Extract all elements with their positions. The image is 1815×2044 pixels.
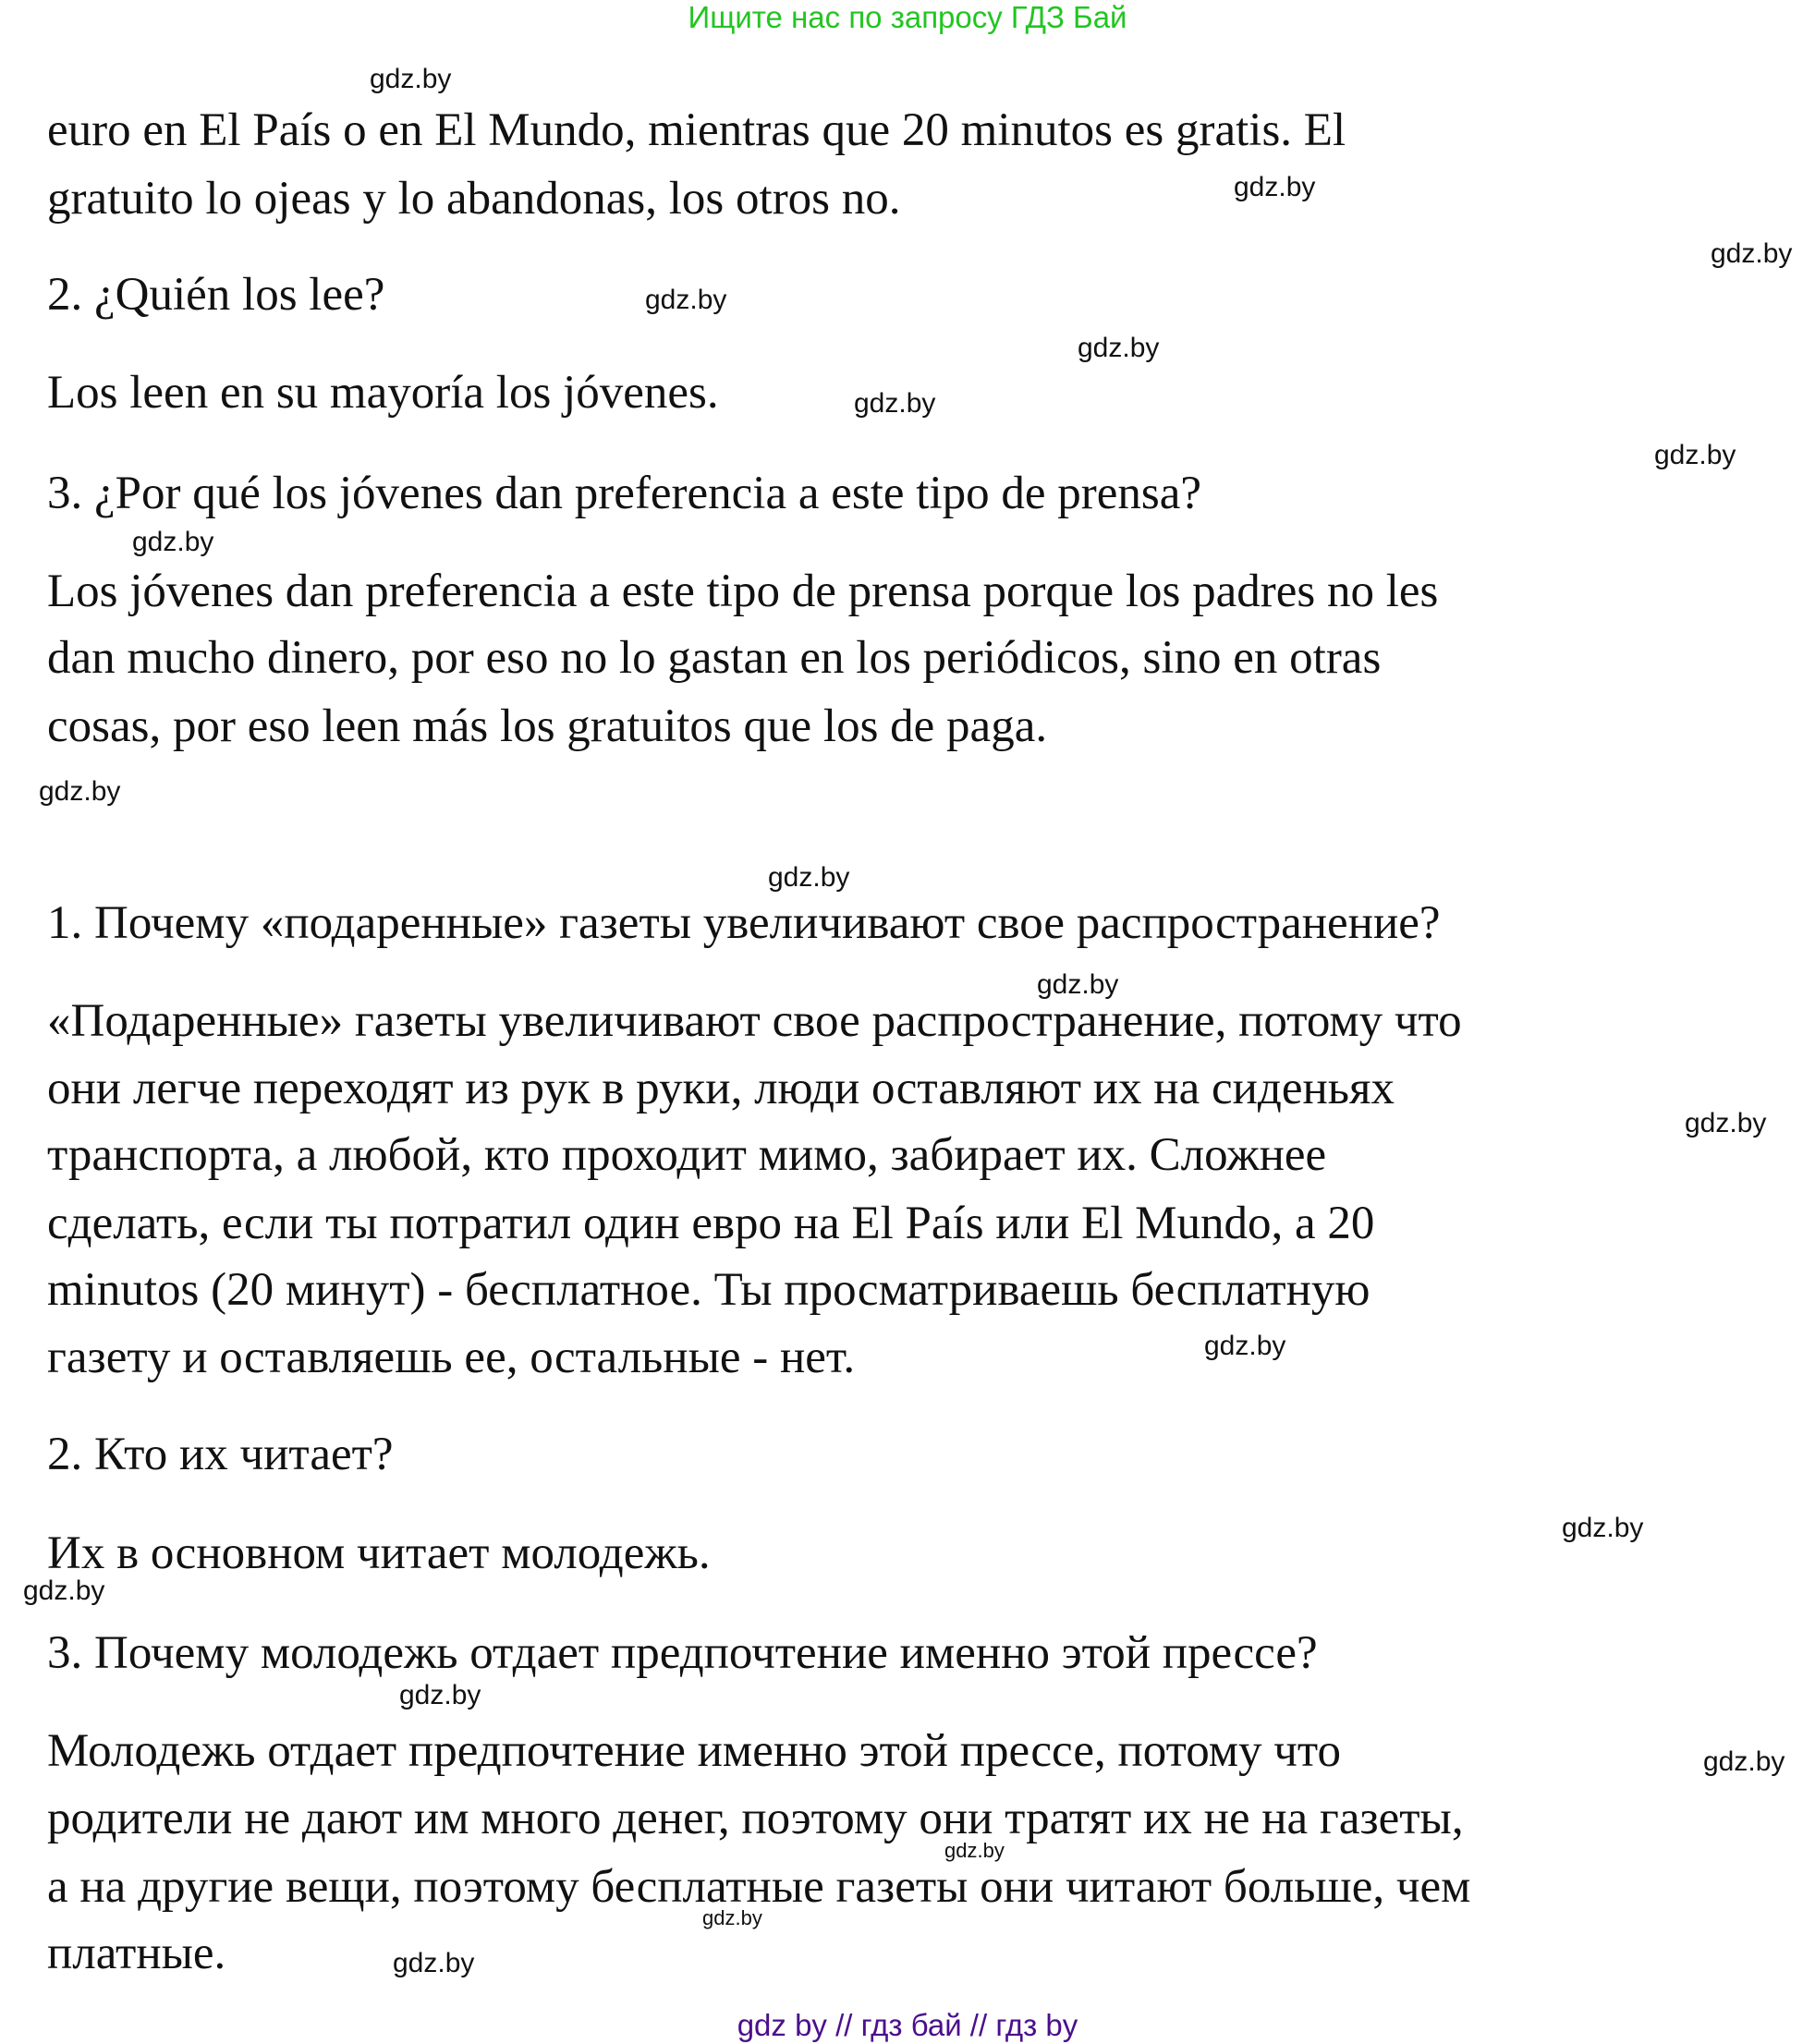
watermark: gdz.by [768,862,850,893]
text-line: а на другие вещи, поэтому бесплатные газеты они читают больше, чем [47,1861,1471,1913]
question-1-ru: 1. Почему «подаренные» газеты увеличивают свое распространение? [47,897,1441,949]
watermark: gdz.by [1711,238,1793,269]
text-line: gratuito lo ojeas y lo abandonas, los otros no. [47,173,901,225]
text-line: они легче переходят из рук в руки, люди оставляют их на сиденьях [47,1063,1395,1114]
watermark: gdz.by [393,1948,475,1978]
watermark: gdz.by [854,388,936,419]
watermark: gdz.by [39,776,121,807]
text-line: родители не дают им много денег, поэтому они тратят их не на газеты, [47,1793,1464,1844]
answer-1-ru: «Подаренные» газеты увеличивают свое распространение, потому что [47,995,1462,1047]
watermark: gdz.by [1234,172,1316,202]
answer-2-es: Los leen en su mayoría los jóvenes. [47,367,719,419]
question-2-ru: 2. Кто их читает? [47,1429,394,1480]
watermark: gdz.by [944,1839,1005,1862]
search-banner: Ищите нас по запросу ГДЗ Бай [688,0,1127,34]
footer-links: gdz by // гдз бай // гдз by [737,2008,1078,2042]
watermark: gdz.by [23,1576,105,1606]
answer-3-ru: Молодежь отдает предпочтение именно этой прессе, потому что [47,1725,1342,1777]
watermark: gdz.by [1685,1108,1767,1138]
question-3-es: 3. ¿Por qué los jóvenes dan preferencia a este tipo de prensa? [47,468,1202,519]
question-3-ru: 3. Почему молодежь отдает предпочтение именно этой прессе? [47,1627,1318,1679]
answer-3-es: Los jóvenes dan preferencia a este tipo de prensa porque los padres no les [47,566,1439,617]
text-line: euro en El País o en El Mundo, mientras que 20 minutos es gratis. El [47,104,1346,156]
text-line: платные. [47,1928,226,1979]
watermark: gdz.by [1204,1331,1286,1361]
text-line: minutos (20 минут) - бесплатное. Ты просматриваешь бесплатную [47,1264,1370,1316]
watermark: gdz.by [1703,1746,1785,1777]
answer-2-ru: Их в основном читает молодежь. [47,1527,711,1579]
watermark: gdz.by [1037,969,1119,1000]
watermark: gdz.by [1078,333,1160,363]
watermark: gdz.by [399,1680,481,1710]
text-line: сделать, если ты потратил один евро на El País или El Mundo, а 20 [47,1198,1375,1249]
text-line: газету и оставляешь ее, остальные - нет. [47,1332,856,1383]
watermark: gdz.by [702,1906,762,1929]
watermark: gdz.by [370,64,452,94]
watermark: gdz.by [645,285,727,315]
watermark: gdz.by [1654,440,1736,470]
watermark: gdz.by [1562,1513,1644,1543]
text-line: транспорта, а любой, кто проходит мимо, забирает их. Сложнее [47,1129,1327,1181]
text-line: dan mucho dinero, por eso no lo gastan en los periódicos, sino en otras [47,632,1382,684]
watermark: gdz.by [132,527,214,557]
text-line: cosas, por eso leen más los gratuitos que los de paga. [47,700,1048,752]
question-2-es: 2. ¿Quién los lee? [47,269,385,321]
